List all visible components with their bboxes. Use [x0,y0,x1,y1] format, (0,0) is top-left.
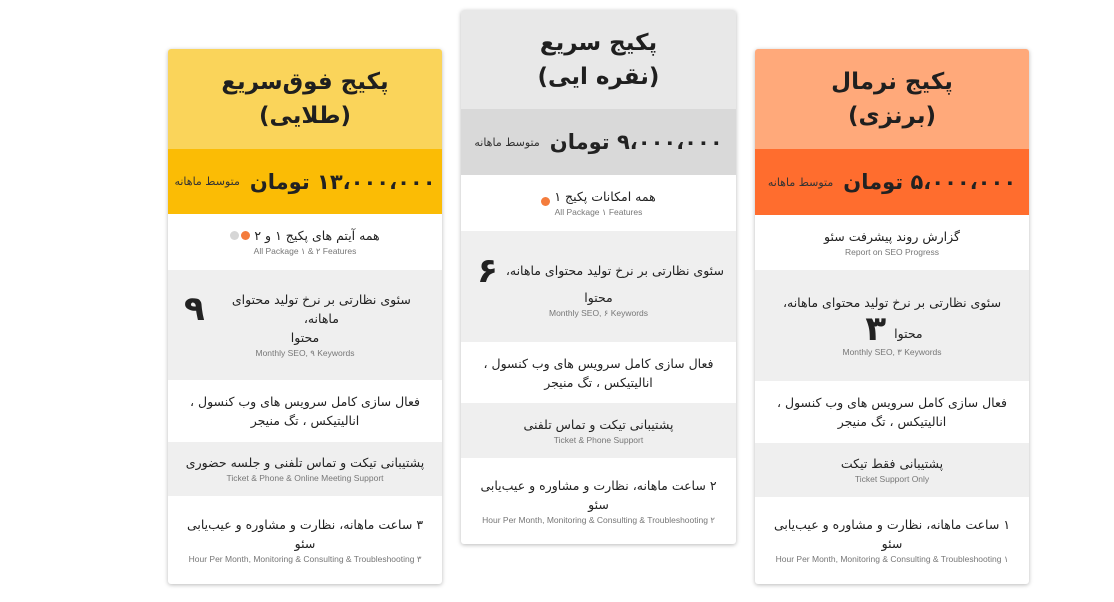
bronze-price-note: متوسط ماهانه [767,175,834,189]
bronze-feature-2 [755,270,1029,381]
silver-feature-1-text: همه امکانات پکیج ۱ [554,189,656,204]
silver-feature-3-text: فعال سازی کامل سرویس های وب کنسول ، انالیتیکس ، تگ منیجر [483,355,714,390]
bronze-feature-3 [755,381,1029,443]
silver-feature-4-text: پشتیبانی تیکت و تماس تلفنی [523,416,674,432]
silver-feature-2-text: سئوی نظارتی بر نرخ تولید محتوای ماهانه، [505,263,724,278]
gold-feature-1-row [230,226,379,245]
bronze-feature-1-sub: Report on SEO Progress [845,246,940,257]
gray-dot-icon [230,231,239,240]
bronze-keyword-count: ۳ [865,308,887,349]
silver-header [461,10,736,109]
package-dots-icon [230,231,250,240]
silver-price-bar [461,109,736,175]
gold-feature-2 [168,270,442,380]
gold-title-line1: پکیج فوق‌سریع [221,69,389,95]
gold-feature-1 [168,214,442,270]
gold-feature-4-sub: Ticket & Phone & Online Meeting Support [226,473,384,483]
bronze-header [755,49,1029,149]
silver-feature-5 [461,458,736,544]
silver-feature-2-sub: Monthly SEO, ۶ Keywords [548,307,649,318]
bronze-feature-1 [755,215,1029,270]
gold-feature-4-text: پشتیبانی تیکت و تماس تلفنی و جلسه حضوری [185,455,425,470]
gold-feature-2-text: سئوی نظارتی بر نرخ تولید محتوای ماهانه، [231,292,411,326]
bronze-feature-5-sub: ۱ Hour Per Month, Monitoring & Consulting & Troubleshooting [775,554,1009,564]
gold-price-bar [168,149,442,214]
silver-feature-2-text-b: محتوا [584,289,613,305]
bronze-price: ۵،۰۰۰،۰۰۰ تومان [843,170,1017,194]
silver-feature-1 [461,175,736,231]
gold-feature-2-sub: Monthly SEO, ۹ Keywords [255,348,355,358]
silver-feature-1-row [541,187,655,206]
gold-feature-2-text-b: محتوا [290,330,320,345]
bronze-feature-2-row [861,308,923,349]
gold-feature-3 [168,380,442,442]
bronze-feature-4 [755,443,1029,497]
silver-price-note: متوسط ماهانه [474,135,540,149]
gold-feature-1-text: همه آیتم های پکیج ۱ و ۲ [254,228,380,243]
package-card-silver [461,10,736,544]
silver-keyword-count: ۶ [477,250,498,291]
bronze-price-bar [755,149,1029,215]
gold-feature-2-row [180,290,430,328]
bronze-feature-2-sub: Monthly SEO, ۳ Keywords [842,346,942,357]
bronze-feature-5-text: ۱ ساعت ماهانه، نظارت و مشاوره و عیب‌یابی سئو [773,517,1011,551]
gold-price: ۱۳،۰۰۰،۰۰۰ تومان [249,169,436,194]
bronze-feature-2-text: سئوی نظارتی بر نرخ تولید محتوای ماهانه، [782,294,1002,310]
silver-title-line2: (نقره ایی) [537,63,660,90]
orange-dot-icon [541,197,550,206]
silver-title-line1: پکیج سریع [539,29,658,56]
gold-header [168,49,442,149]
silver-feature-3 [461,342,736,403]
silver-feature-4 [461,403,736,458]
gold-feature-1-sub: All Package ۱ & ۲ Features [253,246,357,256]
bronze-feature-1-text: گزارش روند پیشرفت سئو [824,228,960,244]
package-card-gold [168,49,442,584]
gold-keyword-count: ۹ [184,289,205,329]
silver-feature-5-text: ۲ ساعت ماهانه، نظارت و مشاوره و عیب‌یابی سئو [480,477,717,512]
gold-feature-3-text: فعال سازی کامل سرویس های وب کنسول ، انالیتیکس ، تگ منیجر [190,394,420,428]
silver-feature-4-sub: Ticket & Phone Support [553,434,644,445]
silver-feature-1-sub: All Package ۱ Features [554,207,643,217]
orange-dot-icon [241,231,250,240]
gold-feature-5-sub: ۳ Hour Per Month, Monitoring & Consulting & Troubleshooting [188,553,422,564]
bronze-title-line2: (برنزی) [848,103,936,129]
gold-feature-5 [168,496,442,584]
silver-feature-5-sub: ۲ Hour Per Month, Monitoring & Consulting & Troubleshooting [482,514,715,525]
bronze-feature-4-text: پشتیبانی فقط تیکت [840,456,944,471]
silver-feature-2 [461,231,736,342]
bronze-feature-4-sub: Ticket Support Only [854,474,930,484]
bronze-title-line1: پکیج نرمال [831,69,953,95]
bronze-feature-2-text-b: محتوا [894,326,923,341]
gold-title-line2: (طلایی) [258,103,352,129]
package-card-bronze [755,49,1029,584]
gold-price-note: متوسط ماهانه [174,175,240,188]
bronze-feature-3-text: فعال سازی کامل سرویس های وب کنسول ، انالیتیکس ، تگ منیجر [777,395,1007,429]
silver-feature-2-row [473,250,724,291]
silver-price: ۹،۰۰۰،۰۰۰ تومان [549,130,723,154]
gold-feature-4 [168,442,442,496]
bronze-feature-5 [755,497,1029,584]
gold-feature-5-text: ۳ ساعت ماهانه، نظارت و مشاوره و عیب‌یابی سئو [186,516,424,551]
